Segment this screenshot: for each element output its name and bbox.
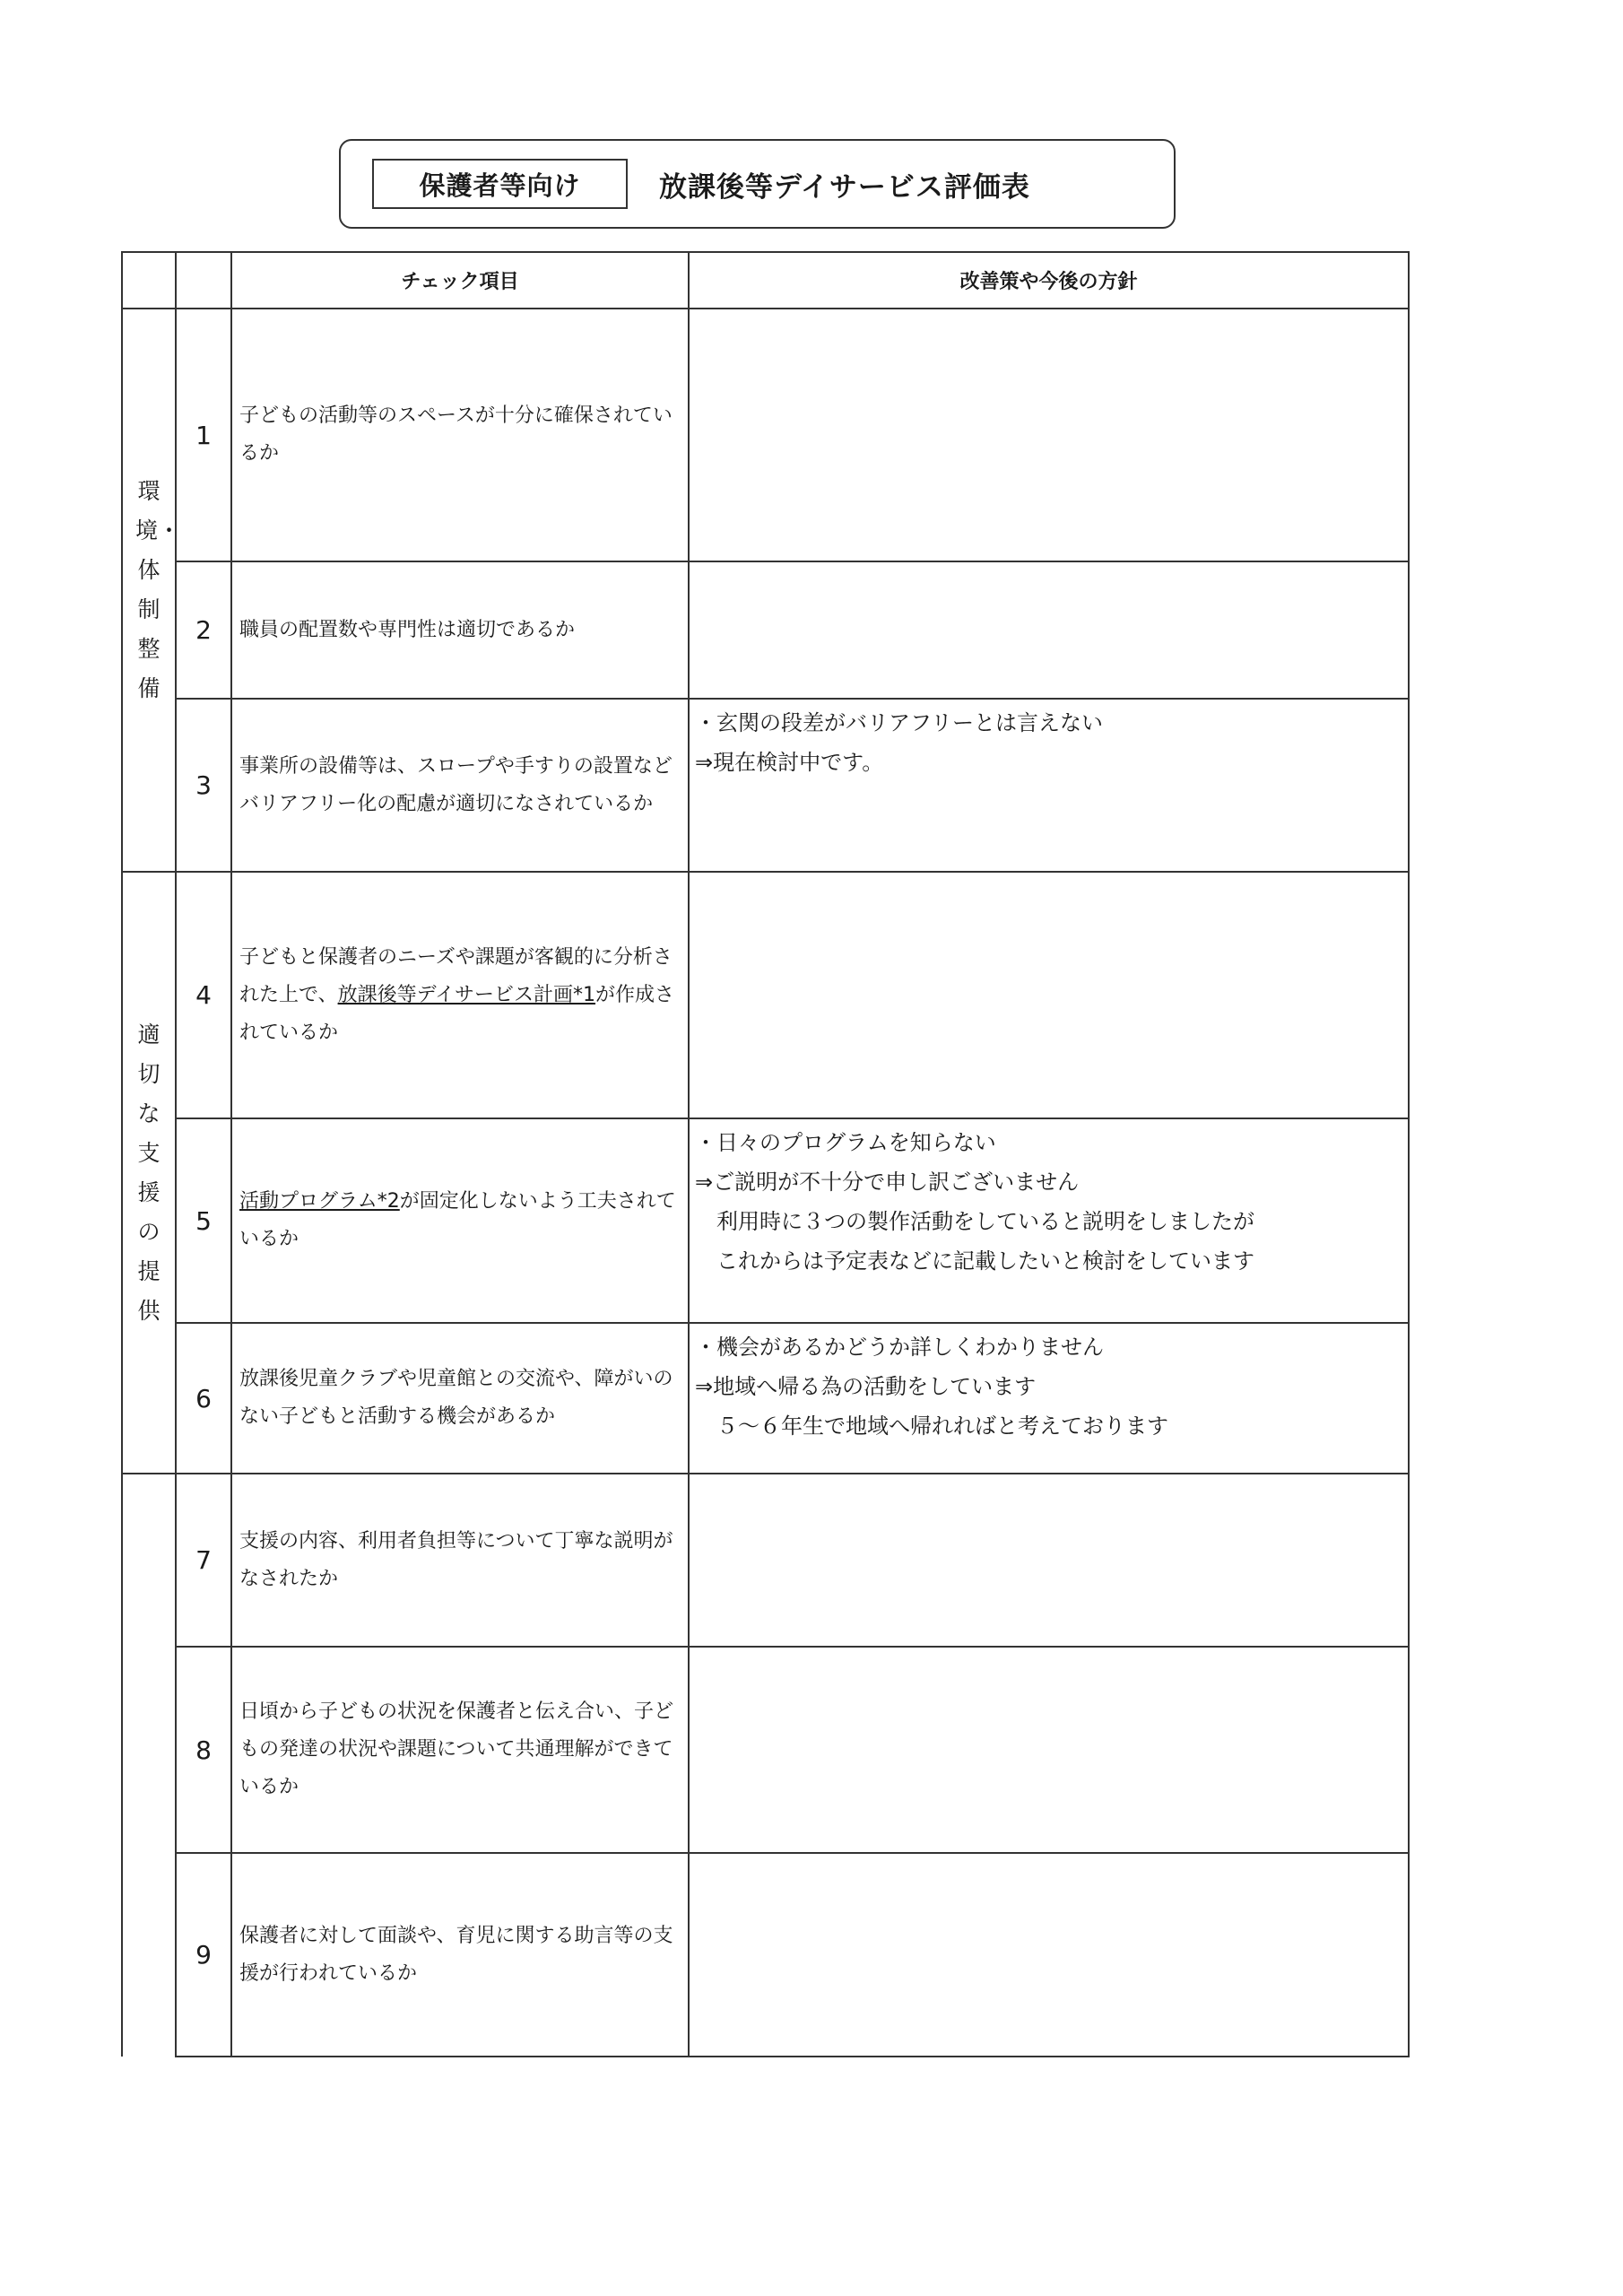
- table-row: [122, 309, 1409, 561]
- row-number: 3: [176, 699, 231, 872]
- policy-line: ・機会があるかどうか詳しくわかりません: [695, 1335, 1104, 1360]
- policy-cell: [689, 872, 1409, 1118]
- category-environment: [122, 309, 181, 872]
- row-number: 9: [176, 1853, 231, 2057]
- check-item-text: が固定化しないよう工夫されているか: [239, 1190, 676, 1250]
- table-row: [122, 1323, 1409, 1474]
- table-row: [122, 1853, 1409, 2057]
- table-row: [122, 561, 1409, 699]
- row-number: 1: [176, 309, 231, 561]
- table-row: [122, 1647, 1409, 1853]
- policy-line: ⇒地域へ帰る為の活動をしています: [695, 1374, 1037, 1399]
- policy-cell: [689, 1323, 1409, 1474]
- policy-cell: [689, 1647, 1409, 1853]
- policy-line: 利用時に３つの製作活動をしていると説明をしましたが: [695, 1209, 1254, 1234]
- header-category-cell: [122, 252, 176, 309]
- policy-line: これからは予定表などに記載したいと検討をしています: [695, 1248, 1254, 1274]
- table-row: [122, 872, 1409, 1118]
- check-item: 事業所の設備等は、スロープや手すりの設置などバリアフリー化の配慮が適切になされているか: [231, 699, 689, 872]
- policy-cell: [689, 1118, 1409, 1323]
- column-header-policy: 改善策や今後の方針: [689, 252, 1409, 309]
- header-box: [339, 139, 1176, 229]
- check-item: 職員の配置数や専門性は適切であるか: [231, 561, 689, 699]
- check-item: 子どもの活動等のスペースが十分に確保されているか: [231, 309, 689, 561]
- table-row: [122, 1118, 1409, 1323]
- check-item: 保護者に対して面談や、育児に関する助言等の支援が行われているか: [231, 1853, 689, 2057]
- check-item: [231, 1118, 689, 1323]
- check-item-text: 子どもと保護者のニーズや課題が客観的に分析された上で、: [239, 945, 673, 1006]
- policy-cell: [689, 309, 1409, 561]
- program-link-text: 活動プログラム*2: [239, 1190, 400, 1213]
- policy-cell: [689, 699, 1409, 872]
- evaluation-table: [121, 251, 1410, 2057]
- plan-link-text: 放課後等デイサービス計画*1: [337, 983, 596, 1006]
- document-title: 放課後等デイサービス評価表: [659, 170, 1030, 204]
- check-item: 日頃から子どもの状況を保護者と伝え合い、子どもの発達の状況や課題について共通理解ができているか: [231, 1647, 689, 1853]
- policy-cell: [689, 1474, 1409, 1647]
- row-number: 5: [176, 1118, 231, 1323]
- category-blank: [122, 1474, 176, 2057]
- policy-line: ５～６年生で地域へ帰れればと考えております: [695, 1413, 1168, 1439]
- row-number: 4: [176, 872, 231, 1118]
- table-header-row: [122, 252, 1409, 309]
- table-row: [122, 699, 1409, 872]
- table-row: [122, 1474, 1409, 1647]
- row-number: 6: [176, 1323, 231, 1474]
- policy-line: ・玄関の段差がバリアフリーとは言えない: [695, 710, 1104, 735]
- category-support: [122, 872, 176, 1474]
- check-item: [231, 872, 689, 1118]
- audience-label: 保護者等向け: [372, 159, 628, 209]
- policy-cell: [689, 1853, 1409, 2057]
- check-item: 放課後児童クラブや児童館との交流や、障がいのない子どもと活動する機会があるか: [231, 1323, 689, 1474]
- check-item: 支援の内容、利用者負担等について丁寧な説明がなされたか: [231, 1474, 689, 1647]
- policy-line: ⇒ご説明が不十分で申し訳ございません: [695, 1170, 1080, 1195]
- column-header-item: チェック項目: [231, 252, 689, 309]
- check-item-text: が作成されているか: [239, 983, 675, 1044]
- row-number: 7: [176, 1474, 231, 1647]
- policy-line: ⇒現在検討中です。: [695, 750, 884, 775]
- header-number-cell: [176, 252, 231, 309]
- policy-line: ・日々のプログラムを知らない: [695, 1130, 996, 1155]
- policy-cell: [689, 561, 1409, 699]
- category-label: 適切な支援の提供: [137, 1021, 161, 1324]
- row-number: 2: [176, 561, 231, 699]
- row-number: 8: [176, 1647, 231, 1853]
- category-label: 環境・体制整備: [135, 478, 181, 701]
